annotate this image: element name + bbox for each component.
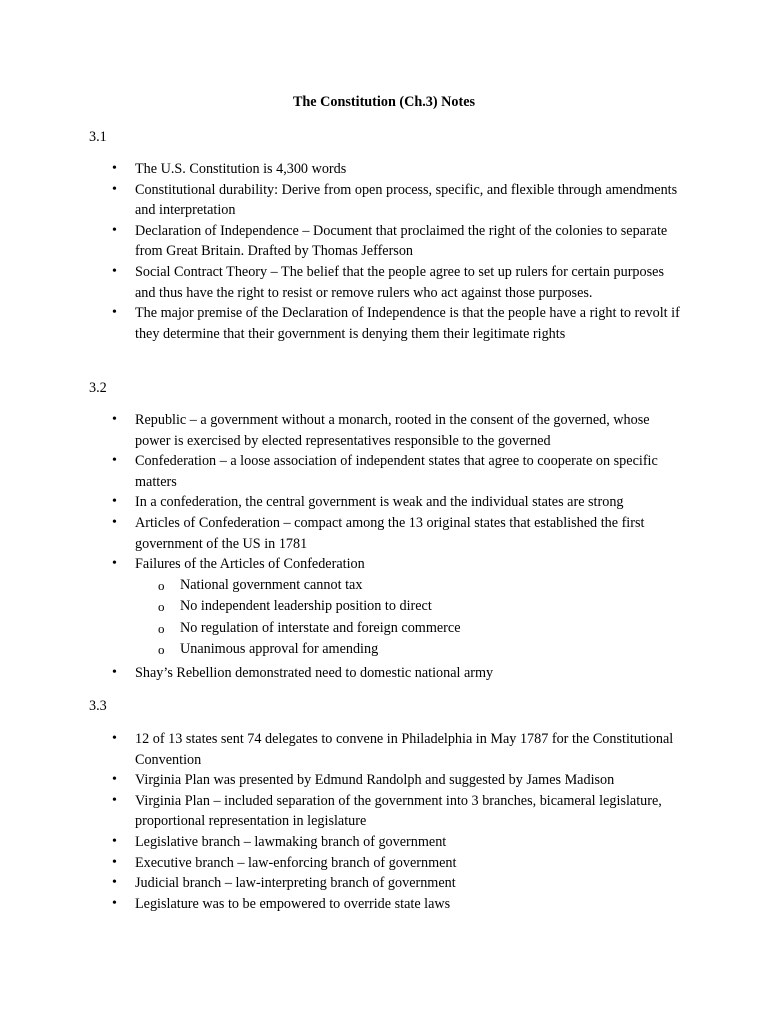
list-item	[0, 451, 768, 492]
list-item-text: Shay’s Rebellion demonstrated need to domestic national army	[135, 664, 494, 681]
bullet-icon: •	[112, 664, 117, 680]
list-item	[0, 262, 768, 303]
list-item	[0, 492, 768, 513]
list-item-text: Virginia Plan – included separation of the government into 3 branches, bicameral legislature, proportional representation in legislature	[135, 792, 662, 830]
sub-list-item	[135, 596, 680, 618]
list-item-text: Confederation – a loose association of independent states that agree to cooperate on specific matters	[135, 453, 658, 490]
list-item-text: Republic – a government without a monarch, rooted in the consent of the governed, whose power is exercised by elected representatives responsible to the governed	[135, 412, 650, 449]
circle-bullet-icon: o	[158, 577, 165, 593]
section-3-1-list	[0, 159, 768, 344]
list-item	[0, 663, 768, 684]
list-item-text: Articles of Confederation – compact among the 13 original states that established the first government of the US in 1781	[135, 514, 645, 552]
sub-list-item-text: Unanimous approval for amending	[180, 641, 379, 658]
list-item-text: The U.S. Constitution is 4,300 words	[135, 161, 347, 177]
bullet-icon: •	[112, 161, 117, 176]
bullet-icon: •	[112, 854, 117, 870]
list-item	[0, 554, 768, 661]
list-item-text: Judicial branch – law-interpreting branch of government	[135, 875, 456, 892]
sub-list-item	[135, 618, 680, 640]
circle-bullet-icon: o	[158, 599, 165, 615]
bullet-icon: •	[112, 412, 117, 427]
list-item	[0, 303, 768, 344]
list-item	[0, 410, 768, 451]
section-3-3-list	[0, 729, 768, 914]
list-item	[0, 180, 768, 221]
sub-list-item-text: National government cannot tax	[180, 576, 363, 593]
bullet-icon: •	[112, 556, 117, 572]
section-heading-3-3: 3.3	[89, 698, 107, 714]
bullet-icon: •	[112, 895, 117, 911]
bullet-icon: •	[112, 875, 117, 891]
bullet-icon: •	[112, 494, 117, 510]
document-title: The Constitution (Ch.3) Notes	[292, 94, 476, 110]
section-heading-3-2: 3.2	[89, 380, 107, 396]
bullet-icon: •	[112, 222, 117, 238]
list-item-text: Legislative branch – lawmaking branch of government	[135, 833, 447, 850]
list-item	[0, 832, 768, 853]
list-item-text: Constitutional durability: Derive from open process, specific, and flexible through amendments and interpretation	[135, 181, 678, 219]
section-3-2-list	[0, 410, 768, 683]
list-item	[0, 221, 768, 262]
list-item	[0, 873, 768, 894]
list-item	[0, 894, 768, 915]
list-item-text: 12 of 13 states sent 74 delegates to convene in Philadelphia in May 1787 for the Constitutional Convention	[135, 731, 674, 768]
bullet-icon: •	[112, 731, 117, 746]
bullet-icon: •	[112, 305, 117, 321]
list-item-text: Legislature was to be empowered to override state laws	[135, 895, 451, 912]
sub-list-item	[135, 639, 680, 661]
section-heading-3-1: 3.1	[89, 129, 107, 145]
list-item-text: Social Contract Theory – The belief that the people agree to set up rulers for certain purposes and thus have the right to resist or remove rulers who act against those purposes.	[135, 263, 664, 301]
circle-bullet-icon: o	[158, 642, 165, 658]
list-item-text: Declaration of Independence – Document that proclaimed the right of the colonies to separate from Great Britain. Drafted by Thomas Jefferson	[135, 222, 668, 260]
bullet-icon: •	[112, 792, 117, 808]
list-item	[0, 159, 768, 180]
bullet-icon: •	[112, 263, 117, 279]
list-item	[0, 791, 768, 832]
list-item-text: Failures of the Articles of Confederation	[135, 556, 365, 573]
list-item	[0, 853, 768, 874]
bullet-icon: •	[112, 181, 117, 197]
list-item	[0, 513, 768, 554]
circle-bullet-icon: o	[158, 620, 165, 636]
list-item-text: Virginia Plan was presented by Edmund Randolph and suggested by James Madison	[135, 772, 615, 789]
sub-list-item-text: No regulation of interstate and foreign commerce	[180, 619, 461, 636]
bullet-icon: •	[112, 772, 117, 788]
bullet-icon: •	[112, 833, 117, 849]
list-item-text: In a confederation, the central government is weak and the individual states are strong	[135, 494, 624, 511]
sub-list-item	[135, 575, 680, 597]
list-item-text: The major premise of the Declaration of Independence is that the people have a right to revolt if they determine that their government is denying them their legitimate rights	[135, 305, 680, 342]
bullet-icon: •	[112, 453, 117, 469]
list-item-text: Executive branch – law-enforcing branch of government	[135, 854, 457, 871]
list-item	[0, 770, 768, 791]
failures-sublist	[135, 575, 680, 661]
list-item	[0, 729, 768, 770]
sub-list-item-text: No independent leadership position to direct	[180, 598, 432, 615]
bullet-icon: •	[112, 514, 117, 530]
